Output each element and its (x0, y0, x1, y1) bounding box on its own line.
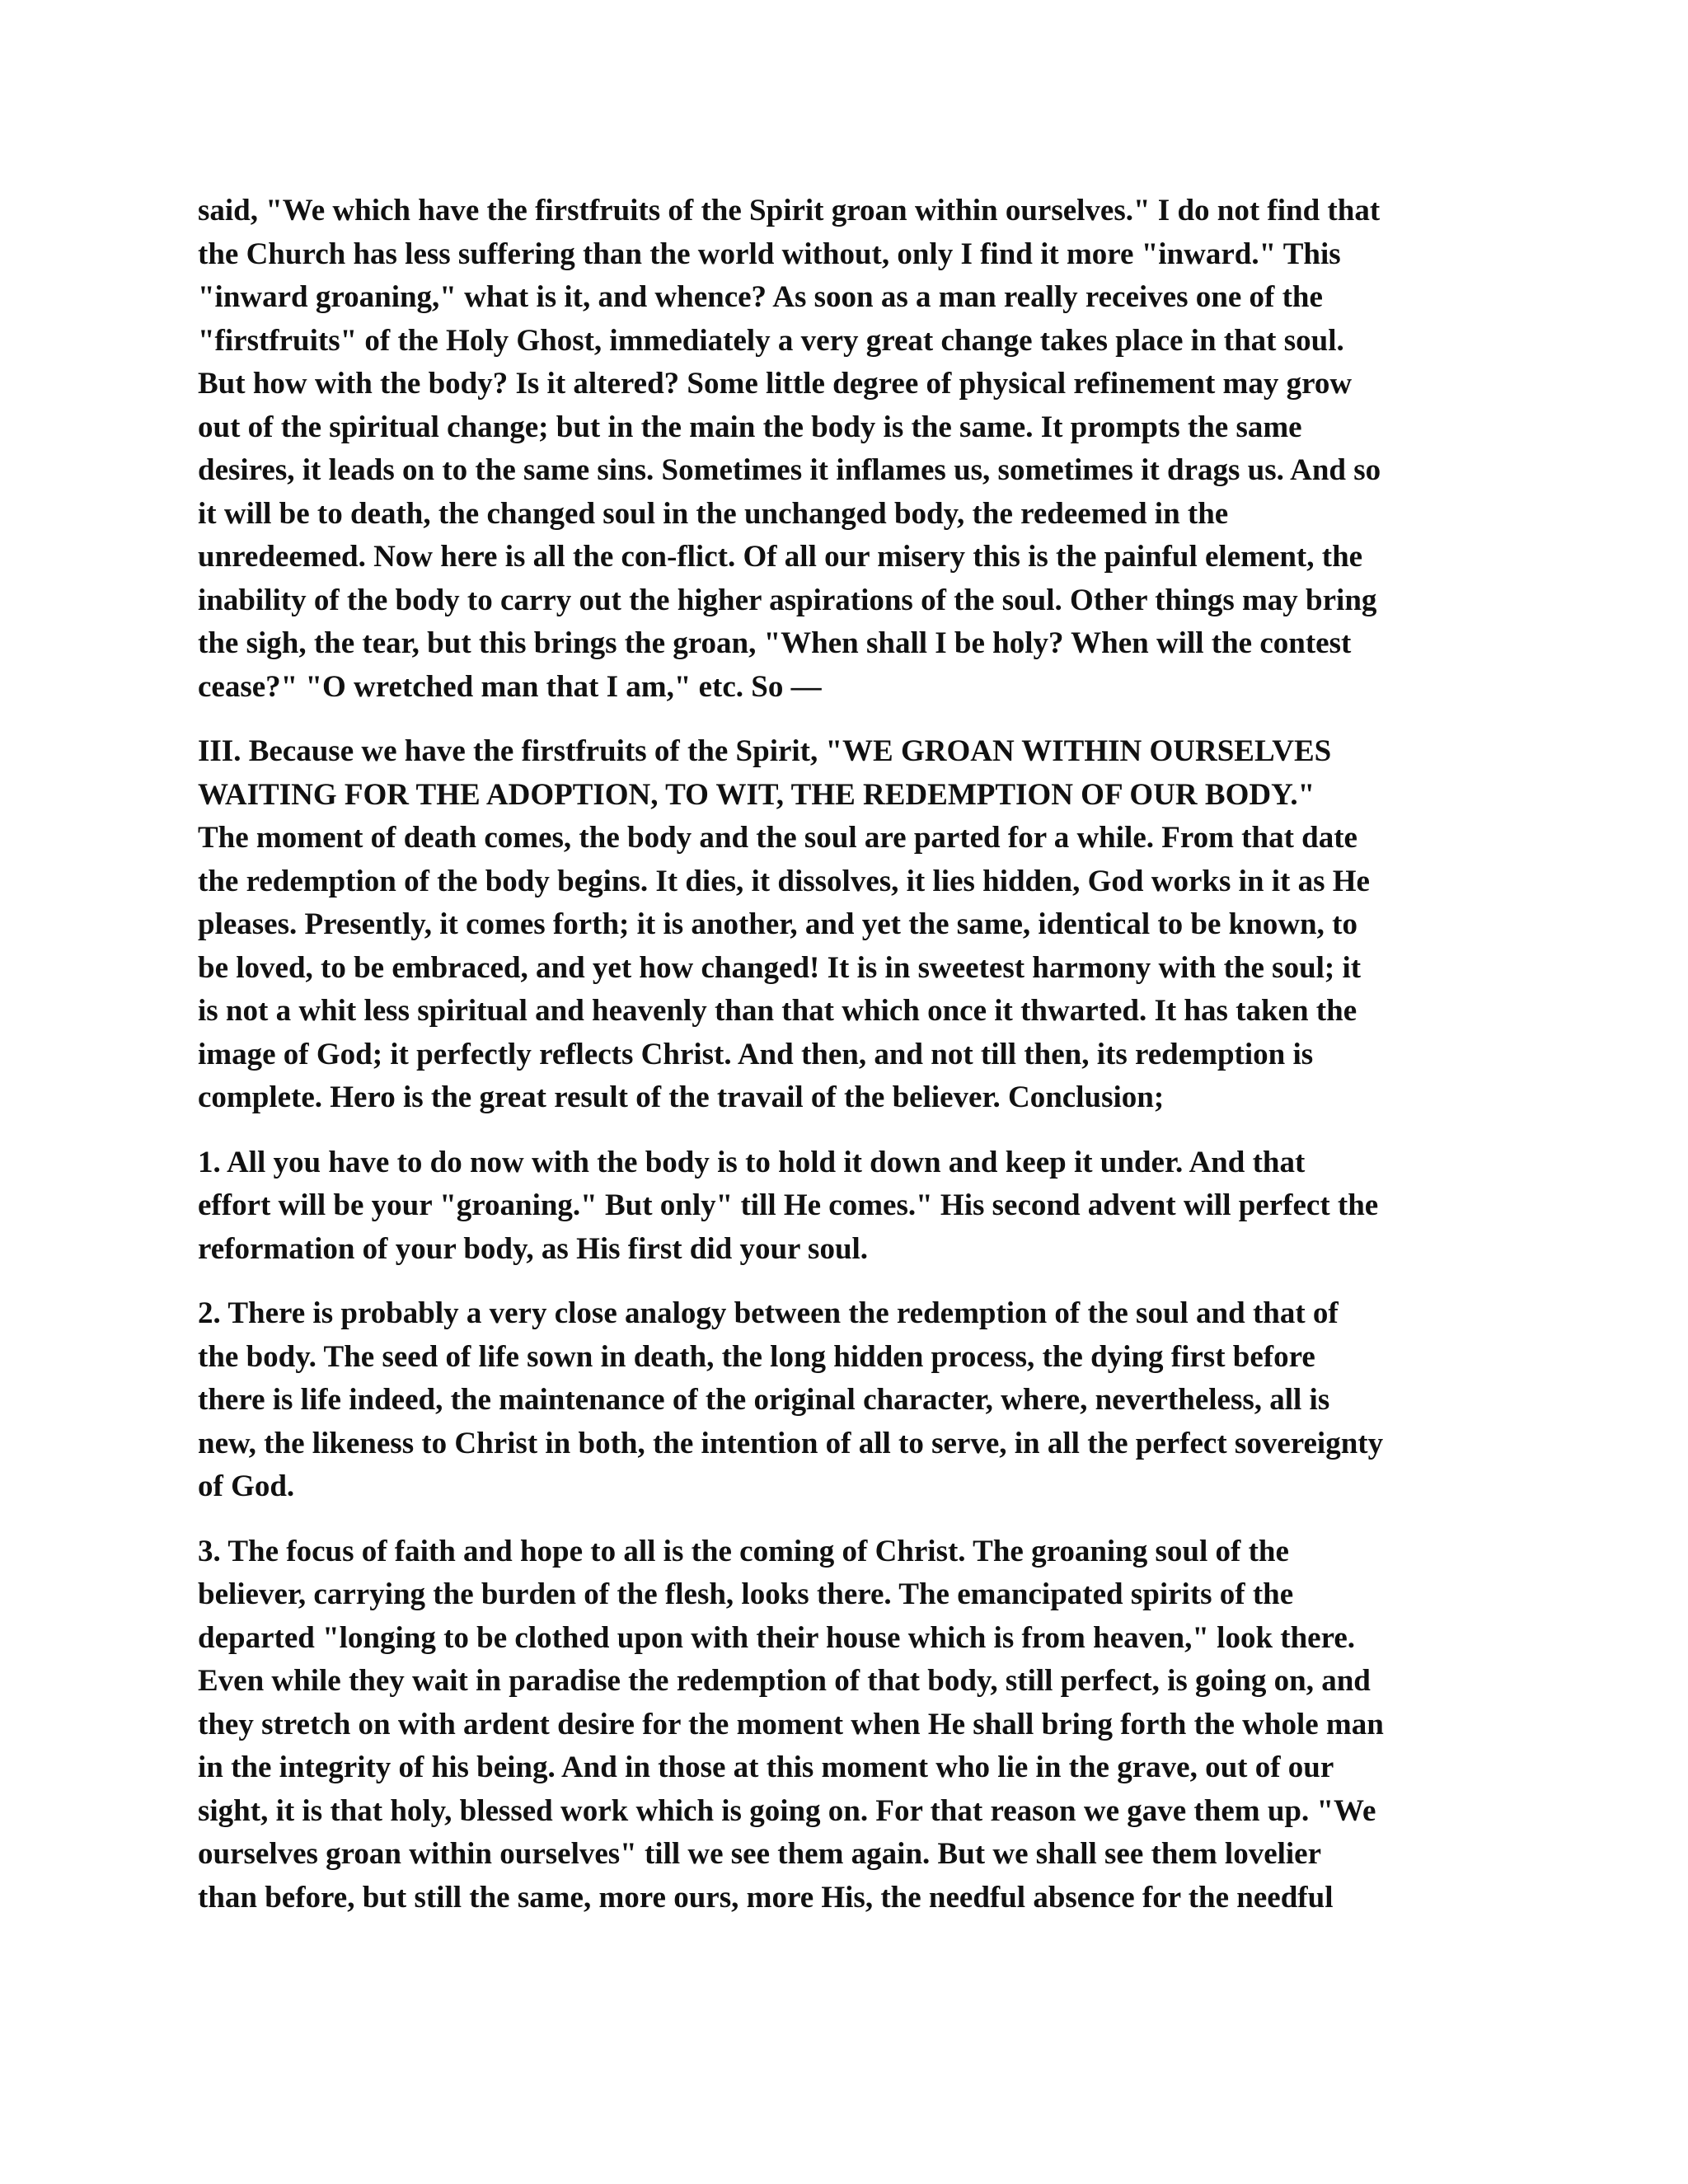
text-line: But how with the body? Is it altered? Some little degree of physical refinement may grow (198, 367, 1353, 401)
text-line: the redemption of the body begins. It dies, it dissolves, it lies hidden, God works in it as He (198, 864, 1370, 898)
text-line: inability of the body to carry out the higher aspirations of the soul. Other things may bring (198, 583, 1377, 617)
text-line: than before, but still the same, more ours, more His, the needful absence for the needful (198, 1880, 1334, 1915)
text-line: of God. (198, 1469, 295, 1503)
text-line: The moment of death comes, the body and the soul are parted for a while. From that date (198, 821, 1357, 855)
text-line: reformation of your body, as His first did your soul. (198, 1231, 869, 1266)
text-line: 2. There is probably a very close analogy between the redemption of the soul and that of (198, 1296, 1339, 1330)
text-line: "firstfruits" of the Holy Ghost, immediately a very great change takes place in that soul. (198, 323, 1344, 358)
text-line: "inward groaning," what is it, and whence? As soon as a man really receives one of the (198, 280, 1323, 314)
paragraph (198, 1292, 1500, 1509)
paragraph-spacer (198, 1120, 1500, 1141)
text-line: is not a whit less spiritual and heavenly than that which once it thwarted. It has taken the (198, 994, 1357, 1028)
text-line: cease?" "O wretched man that I am," etc. So — (198, 669, 822, 704)
text-line: it will be to death, the changed soul in the unchanged body, the redeemed in the (198, 496, 1229, 531)
text-line: WAITING FOR THE ADOPTION, TO WIT, THE REDEMPTION OF OUR BODY." (198, 777, 1315, 812)
text-line: desires, it leads on to the same sins. Sometimes it inflames us, sometimes it drags us. And so (198, 453, 1381, 487)
text-line: be loved, to be embraced, and yet how changed! It is in sweetest harmony with the soul; it (198, 950, 1362, 985)
text-line: unredeemed. Now here is all the con-flict. Of all our misery this is the painful element, the (198, 540, 1363, 574)
paragraph-spacer (198, 1271, 1500, 1292)
text-line: the sigh, the tear, but this brings the groan, "When shall I be holy? When will the contest (198, 626, 1352, 660)
text-line: departed "longing to be clothed upon with their house which is from heaven," look there. (198, 1620, 1356, 1655)
text-line: effort will be your "groaning." But only" till He comes." His second advent will perfect the (198, 1188, 1379, 1222)
text-line: believer, carrying the burden of the flesh, looks there. The emancipated spirits of the (198, 1577, 1294, 1611)
text-line: the Church has less suffering than the world without, only I find it more "inward." This (198, 237, 1341, 271)
paragraph (198, 1530, 1500, 1920)
text-line: Even while they wait in paradise the redemption of that body, still perfect, is going on, and (198, 1664, 1371, 1698)
text-line: out of the spiritual change; but in the main the body is the same. It prompts the same (198, 410, 1302, 444)
text-line: said, "We which have the firstfruits of the Spirit groan within ourselves." I do not find that (198, 194, 1381, 227)
paragraph-spacer (198, 709, 1500, 730)
text-line: there is life indeed, the maintenance of the original character, where, nevertheless, all is (198, 1383, 1330, 1417)
text-line: 1. All you have to do now with the body is to hold it down and keep it under. And that (198, 1145, 1306, 1179)
text-line: complete. Hero is the great result of the travail of the believer. Conclusion; (198, 1080, 1165, 1114)
text-line: they stretch on with ardent desire for the moment when He shall bring forth the whole man (198, 1707, 1384, 1741)
paragraph (198, 1141, 1500, 1272)
paragraph-spacer (198, 1509, 1500, 1530)
text-line: ourselves groan within ourselves" till we see them again. But we shall see them lovelier (198, 1837, 1322, 1871)
text-line: new, the likeness to Christ in both, the intention of all to serve, in all the perfect sovereignty (198, 1426, 1384, 1460)
paragraph (198, 190, 1500, 709)
text-line: pleases. Presently, it comes forth; it is another, and yet the same, identical to be known, to (198, 907, 1357, 941)
text-line: 3. The focus of faith and hope to all is the coming of Christ. The groaning soul of the (198, 1534, 1289, 1568)
text-line: in the integrity of his being. And in those at this moment who lie in the grave, out of our (198, 1750, 1334, 1784)
text-line: sight, it is that holy, blessed work which is going on. For that reason we gave them up. "We (198, 1793, 1376, 1828)
text-line: the body. The seed of life sown in death, the long hidden process, the dying first before (198, 1339, 1315, 1374)
text-line: image of God; it perfectly reflects Christ. And then, and not till then, its redemption is (198, 1037, 1314, 1071)
text-line: III. Because we have the firstfruits of the Spirit, "WE GROAN WITHIN OURSELVES (198, 734, 1332, 768)
paragraph (198, 730, 1500, 1120)
document-body (198, 190, 1500, 1919)
